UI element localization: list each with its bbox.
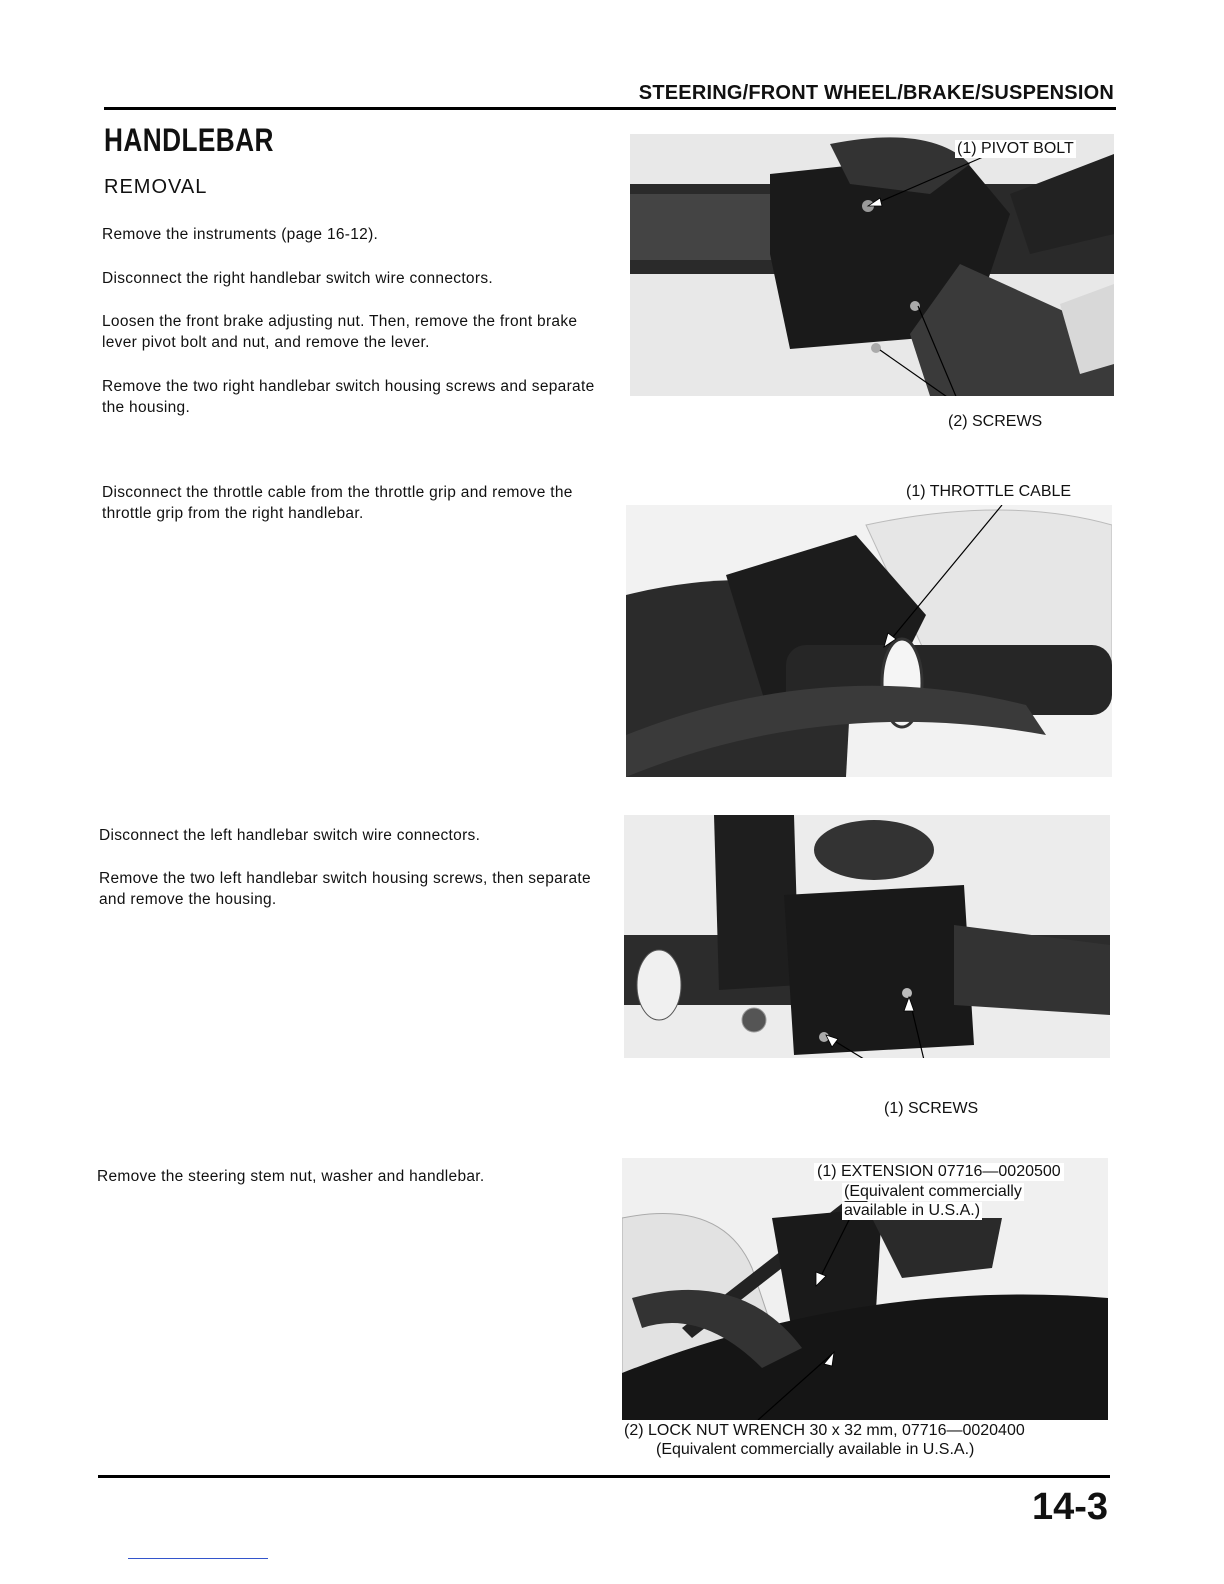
section-title: HANDLEBAR [104, 122, 274, 158]
callout-extension: (1) EXTENSION 07716—0020500 [814, 1163, 1064, 1181]
header-divider [104, 107, 1116, 110]
callout-screws-left: (1) SCREWS [884, 1100, 979, 1117]
callout-throttle-cable: (1) THROTTLE CABLE [906, 483, 1072, 500]
figure-throttle-cable-leader-line [626, 505, 1112, 777]
step-text: Remove the instruments (page 16-12). [102, 226, 379, 243]
step-text: Disconnect the left handlebar switch wire connectors. [99, 827, 481, 844]
figure-throttle-cable-photo [626, 505, 1112, 777]
callout-extension-note-b: available in U.S.A.) [844, 1202, 981, 1219]
callout-lock-nut-wrench-note: (Equivalent commercially available in U.S.A.) [656, 1441, 975, 1458]
subsection-title: REMOVAL [104, 176, 208, 198]
figure-pivot-bolt-photo [630, 134, 1114, 396]
figure-left-switch-photo [624, 815, 1110, 1058]
footer-divider [98, 1475, 1110, 1478]
step-text: Loosen the front brake adjusting nut. Then, remove the front brake lever pivot bolt and nut, and remove the lever. [102, 313, 578, 351]
step-text: Remove the two left handlebar switch housing screws, then separate and remove the housing. [99, 870, 591, 908]
step-text: Disconnect the right handlebar switch wire connectors. [102, 270, 493, 287]
running-header: STEERING/FRONT WHEEL/BRAKE/SUSPENSION [638, 82, 1114, 104]
page-number: 14-3 [1031, 1486, 1108, 1528]
step-text: Remove the steering stem nut, washer and handlebar. [97, 1168, 485, 1185]
figure-pivot-bolt-leader-lines [630, 134, 1114, 396]
callout-screws: (2) SCREWS [948, 413, 1043, 430]
footer-link-underline [128, 1558, 268, 1559]
step-text: Remove the two right handlebar switch housing screws and separate the housing. [102, 378, 595, 416]
figure-left-switch-leader-lines [624, 815, 1110, 1058]
step-text: Disconnect the throttle cable from the throttle grip and remove the throttle grip from the right handlebar. [102, 484, 573, 522]
callout-extension-note-a: (Equivalent commercially [844, 1183, 1022, 1200]
callout-pivot-bolt: (1) PIVOT BOLT [957, 140, 1074, 157]
callout-lock-nut-wrench: (2) LOCK NUT WRENCH 30 x 32 mm, 07716—0020400 [624, 1422, 1025, 1439]
